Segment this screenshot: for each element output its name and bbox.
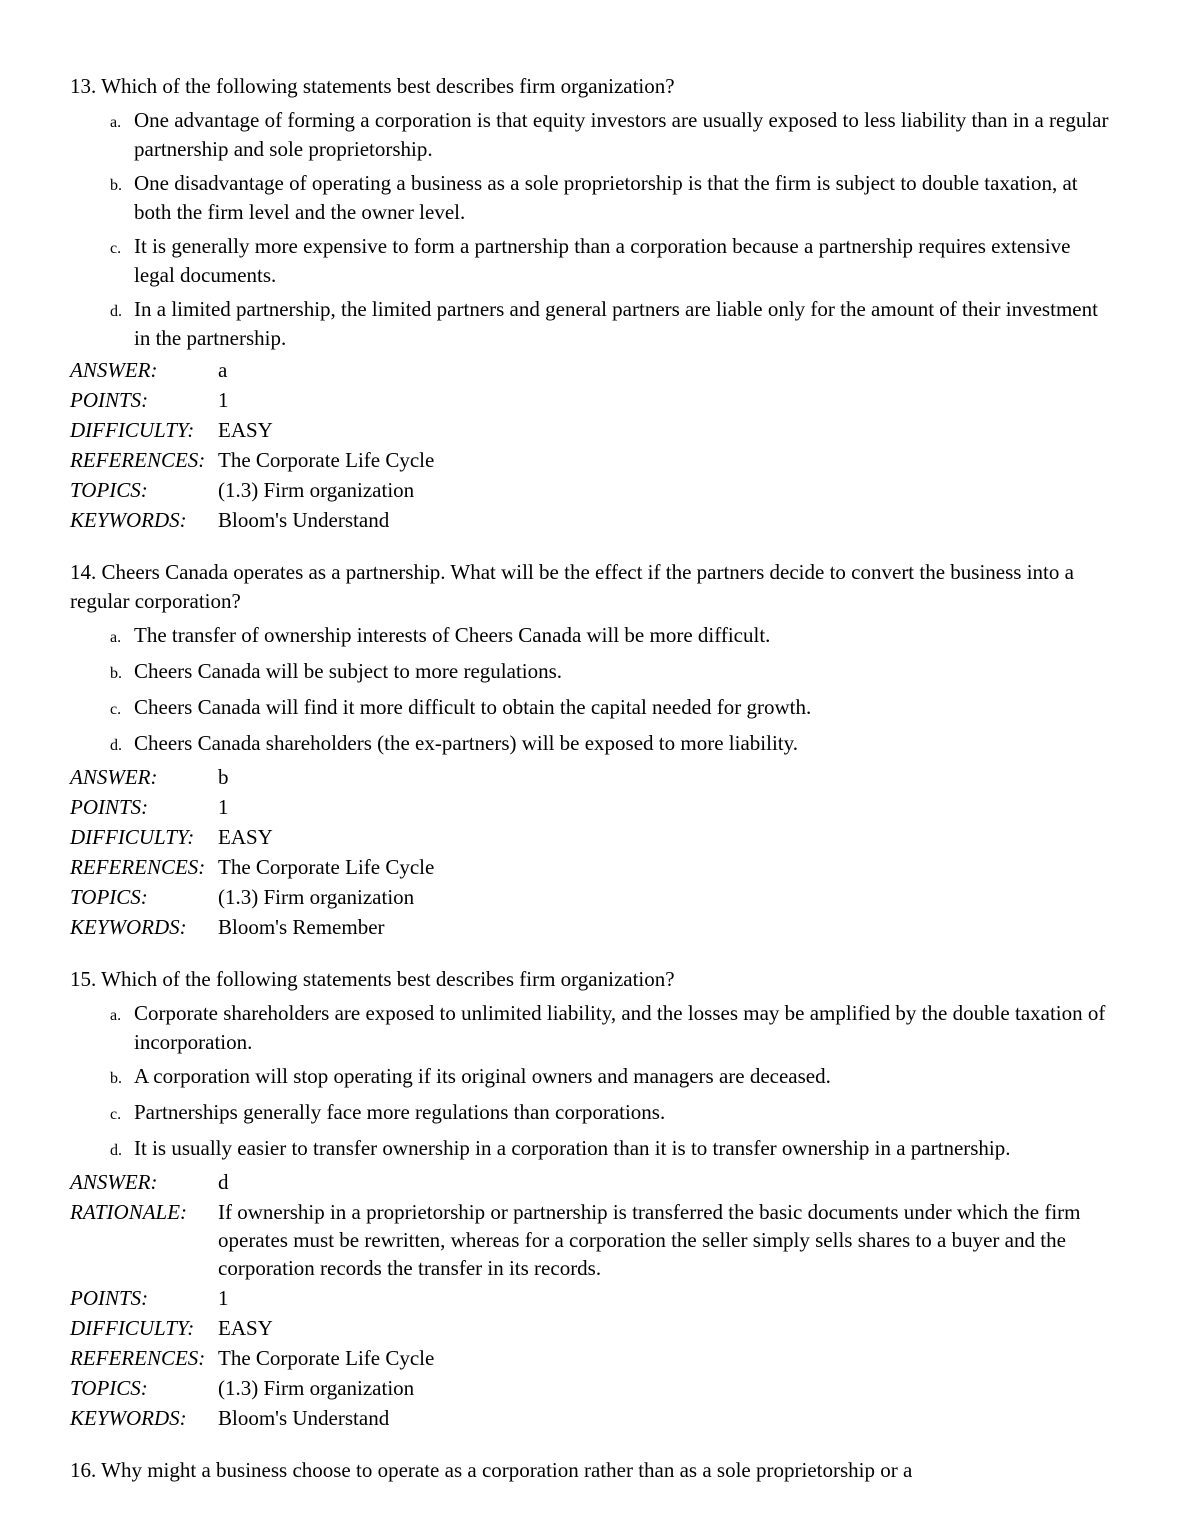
meta-label: KEYWORDS: (70, 1406, 187, 1430)
options-list (70, 999, 1110, 1165)
meta-label: KEYWORDS: (70, 508, 187, 532)
meta-label: ANSWER: (70, 358, 158, 382)
meta-value: Bloom's Understand (218, 508, 390, 532)
question-stem (70, 72, 1110, 101)
meta-row-answer (70, 1168, 1110, 1196)
option-letter: d. (110, 1142, 122, 1159)
option-b (70, 657, 1110, 688)
meta-label: DIFFICULTY: (70, 418, 195, 442)
option-text: One disadvantage of operating a business as a sole proprietorship is that the firm is subject to double taxation, at both the firm level and the owner level. (134, 171, 1078, 224)
option-letter: a. (110, 114, 122, 131)
meta-row-difficulty (70, 823, 1110, 851)
meta-label: ANSWER: (70, 1170, 158, 1194)
option-d (70, 295, 1110, 353)
option-d (70, 729, 1110, 760)
question-14 (70, 558, 1110, 941)
meta-row-references (70, 446, 1110, 474)
meta-value: EASY (218, 825, 273, 849)
meta-row-topics (70, 883, 1110, 911)
option-letter: b. (110, 177, 122, 194)
option-text: It is generally more expensive to form a partnership than a corporation because a partnership requires extensive legal documents. (134, 234, 1071, 287)
option-text: In a limited partnership, the limited partners and general partners are liable only for the amount of their investment in the partnership. (134, 297, 1098, 350)
question-15 (70, 965, 1110, 1432)
option-text: Cheers Canada shareholders (the ex-partners) will be exposed to more liability. (134, 731, 799, 755)
meta-label: DIFFICULTY: (70, 825, 195, 849)
answer-metadata (70, 763, 1110, 941)
option-c (70, 693, 1110, 724)
options-list (70, 621, 1110, 760)
option-letter: c. (110, 1106, 122, 1123)
option-c (70, 1098, 1110, 1129)
meta-label: POINTS: (70, 388, 149, 412)
meta-label: REFERENCES: (70, 448, 206, 472)
meta-label: ANSWER: (70, 765, 158, 789)
question-number: 14. (70, 560, 97, 584)
question-13 (70, 72, 1110, 534)
meta-label: POINTS: (70, 795, 149, 819)
meta-row-topics (70, 476, 1110, 504)
question-number: 16. (70, 1458, 97, 1482)
meta-row-difficulty (70, 1314, 1110, 1342)
meta-value: 1 (218, 388, 229, 412)
option-letter: b. (110, 1070, 122, 1087)
meta-value: If ownership in a proprietorship or partnership is transferred the basic documents under which the firm operates must be rewritten, whereas for a corporation the seller simply sells shares to a buyer and the corporation records the transfer in its records. (218, 1200, 1081, 1280)
question-number: 15. (70, 967, 97, 991)
meta-value: (1.3) Firm organization (218, 1376, 415, 1400)
meta-label: REFERENCES: (70, 855, 206, 879)
option-letter: a. (110, 1007, 122, 1024)
meta-value: b (218, 765, 229, 789)
meta-value: (1.3) Firm organization (218, 885, 415, 909)
meta-label: DIFFICULTY: (70, 1316, 195, 1340)
meta-value: EASY (218, 418, 273, 442)
option-a (70, 621, 1110, 652)
question-text: Cheers Canada operates as a partnership. What will be the effect if the partners decide to convert the business into a regular corporation? (70, 560, 1074, 613)
meta-row-keywords (70, 1404, 1110, 1432)
option-text: Cheers Canada will find it more difficult to obtain the capital needed for growth. (134, 695, 812, 719)
meta-row-answer (70, 763, 1110, 791)
meta-value: EASY (218, 1316, 273, 1340)
meta-value: The Corporate Life Cycle (218, 855, 435, 879)
option-text: One advantage of forming a corporation is that equity investors are usually exposed to less liability than in a regular partnership and sole proprietorship. (134, 108, 1109, 161)
option-text: Partnerships generally face more regulations than corporations. (134, 1100, 666, 1124)
option-a (70, 999, 1110, 1057)
question-16 (70, 1456, 1110, 1485)
meta-row-points (70, 386, 1110, 414)
meta-row-references (70, 853, 1110, 881)
option-d (70, 1134, 1110, 1165)
meta-label: REFERENCES: (70, 1346, 206, 1370)
meta-value: (1.3) Firm organization (218, 478, 415, 502)
meta-value: Bloom's Remember (218, 915, 385, 939)
meta-row-answer (70, 356, 1110, 384)
option-letter: d. (110, 303, 122, 320)
option-text: Cheers Canada will be subject to more regulations. (134, 659, 563, 683)
meta-value: The Corporate Life Cycle (218, 1346, 435, 1370)
option-letter: c. (110, 240, 122, 257)
option-b (70, 1062, 1110, 1093)
meta-row-rationale (70, 1198, 1110, 1282)
meta-value: a (218, 358, 228, 382)
option-text: It is usually easier to transfer ownership in a corporation than it is to transfer ownership in a partnership. (134, 1136, 1011, 1160)
meta-label: RATIONALE: (70, 1200, 188, 1224)
option-text: A corporation will stop operating if its original owners and managers are deceased. (134, 1064, 831, 1088)
question-stem (70, 558, 1110, 616)
meta-label: TOPICS: (70, 1376, 148, 1400)
question-text: Which of the following statements best describes firm organization? (101, 74, 675, 98)
meta-row-points (70, 1284, 1110, 1312)
meta-row-points (70, 793, 1110, 821)
meta-label: POINTS: (70, 1286, 149, 1310)
answer-metadata (70, 1168, 1110, 1432)
meta-label: TOPICS: (70, 478, 148, 502)
option-b (70, 169, 1110, 227)
meta-value: Bloom's Understand (218, 1406, 390, 1430)
meta-value: The Corporate Life Cycle (218, 448, 435, 472)
meta-value: 1 (218, 1286, 229, 1310)
meta-label: TOPICS: (70, 885, 148, 909)
option-letter: a. (110, 629, 122, 646)
option-letter: d. (110, 737, 122, 754)
question-text: Which of the following statements best describes firm organization? (101, 967, 675, 991)
question-text: Why might a business choose to operate as a corporation rather than as a sole proprietorship or a (101, 1458, 913, 1482)
option-c (70, 232, 1110, 290)
options-list (70, 106, 1110, 353)
meta-row-keywords (70, 913, 1110, 941)
option-text: Corporate shareholders are exposed to unlimited liability, and the losses may be amplified by the double taxation of incorporation. (134, 1001, 1106, 1054)
meta-row-topics (70, 1374, 1110, 1402)
question-number: 13. (70, 74, 97, 98)
meta-value: 1 (218, 795, 229, 819)
option-text: The transfer of ownership interests of Cheers Canada will be more difficult. (134, 623, 771, 647)
meta-row-references (70, 1344, 1110, 1372)
answer-metadata (70, 356, 1110, 534)
meta-label: KEYWORDS: (70, 915, 187, 939)
option-a (70, 106, 1110, 164)
meta-row-keywords (70, 506, 1110, 534)
meta-row-difficulty (70, 416, 1110, 444)
option-letter: b. (110, 665, 122, 682)
meta-value: d (218, 1170, 229, 1194)
question-stem (70, 1456, 1110, 1485)
option-letter: c. (110, 701, 122, 718)
question-stem (70, 965, 1110, 994)
